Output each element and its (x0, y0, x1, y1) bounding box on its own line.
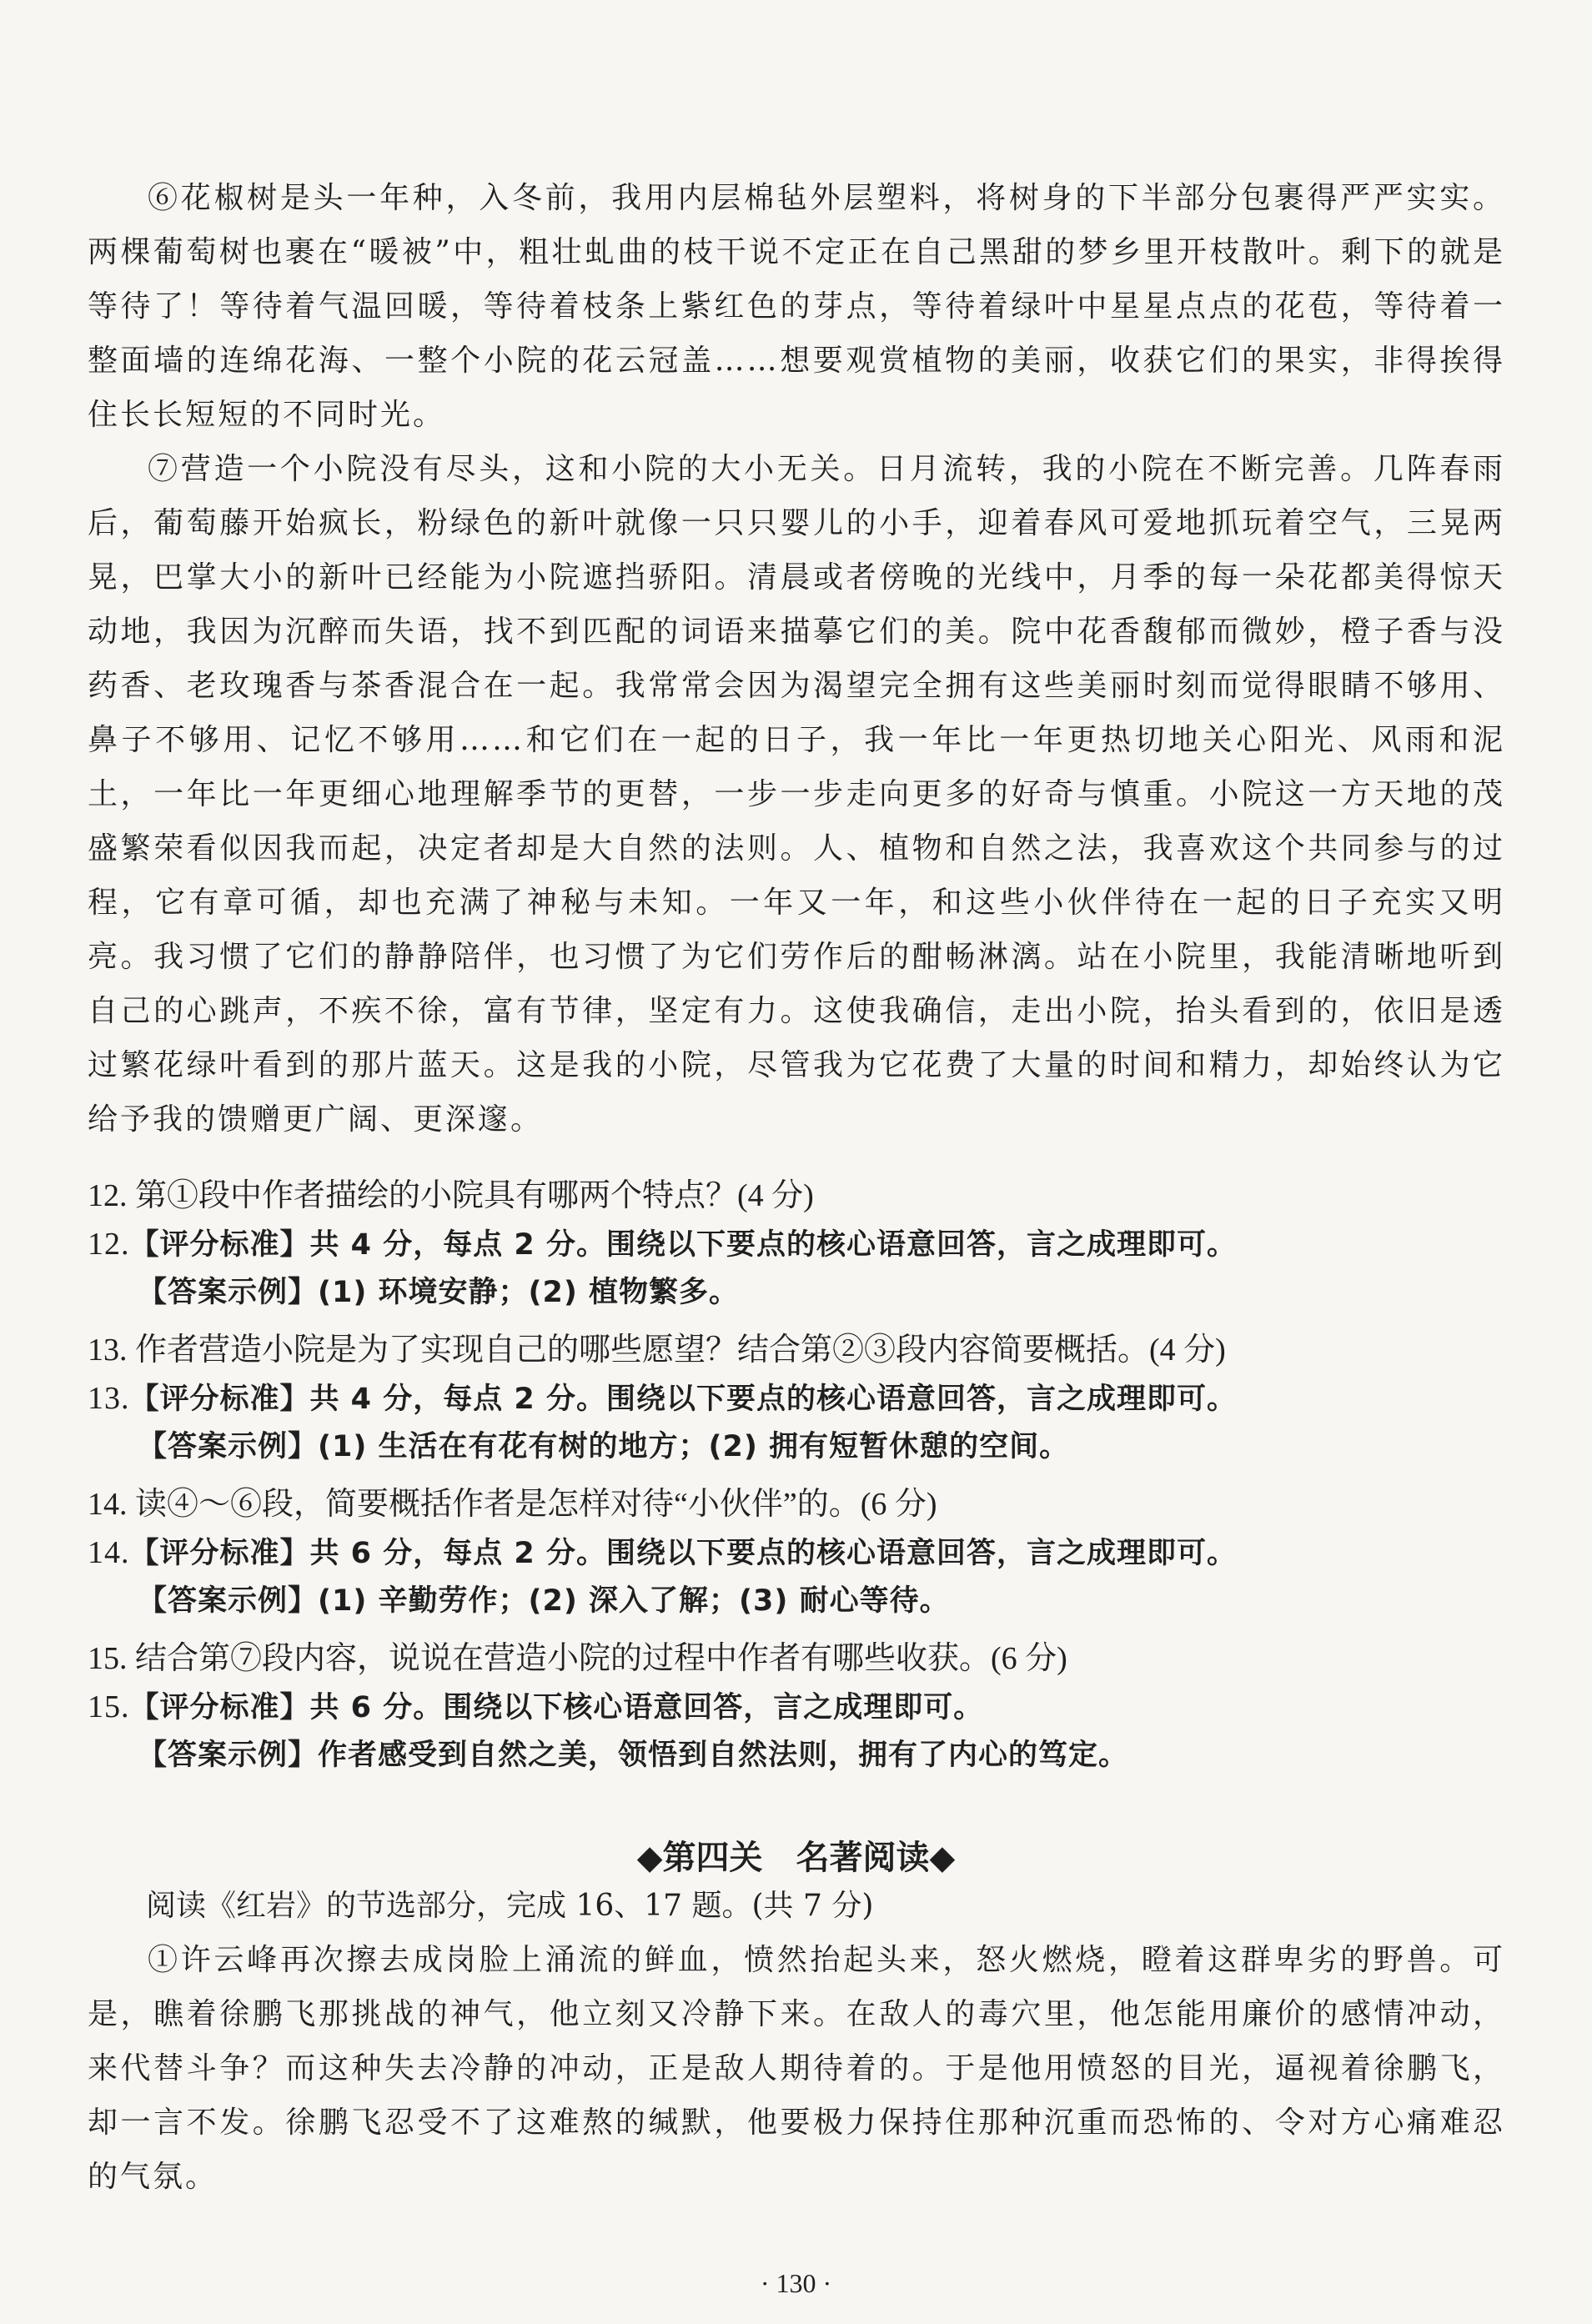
scoring-standard-15 (88, 1683, 983, 1732)
question-13: 13. 作者营造小院是为了实现自己的哪些愿望？结合第②③段内容简要概括。(4 分) (88, 1333, 1226, 1368)
scoring-standard-13 (88, 1374, 1237, 1423)
question-14: 14. 读④～⑥段，简要概括作者是怎样对待“小伙伴”的。(6 分) (88, 1487, 937, 1522)
question-15: 15. 结合第⑦段内容，说说在营造小院的过程中作者有哪些收获。(6 分) (88, 1641, 1067, 1676)
question-12: 12. 第①段中作者描绘的小院具有哪两个特点？(4 分) (88, 1178, 814, 1213)
section-heading-right: 名著阅读 (796, 1839, 930, 1877)
scoring-number-15: 15. (88, 1689, 130, 1724)
scoring-standard-12 (88, 1220, 1237, 1269)
scoring-text-12: 【评分标准】共 4 分，每点 2 分。围绕以下要点的核心语意回答，言之成理即可。 (129, 1228, 1237, 1262)
scoring-standard-14 (88, 1528, 1237, 1578)
scoring-number-14: 14. (88, 1535, 130, 1570)
answer-example-15: 【答案示例】作者感受到自然之美，领悟到自然法则，拥有了内心的笃定。 (138, 1739, 1129, 1772)
scoring-number-13: 13. (88, 1381, 130, 1416)
section-heading (0, 1833, 1592, 1883)
reading-instruction: 阅读《红岩》的节选部分，完成 16、17 题。(共 7 分) (146, 1889, 874, 1923)
page-number: · 130 · (760, 2268, 832, 2298)
section-heading-left: 第四关 (662, 1839, 763, 1877)
reading-paragraph-1: ①许云峰再次擦去成岗脸上涌流的鲜血，愤然抬起头来，怒火燃烧，瞪着这群卑劣的野兽。可是，瞧着徐鹏飞那挑战的神气，他立刻又冷静下来。在敌人的毒穴里，他怎能用廉价的感情冲动，来代替斗争？而这种失去冷静的冲动，正是敌人期待着的。于是他用愤怒的目光，逼视着徐鹏飞，却一言不发。徐鹏飞忍受不了这难熬的缄默，他要极力保持住那种沉重而恐怖的、令对方心痛难忍的气氛。 (88, 1943, 1505, 2194)
scoring-text-14: 【评分标准】共 6 分，每点 2 分。围绕以下要点的核心语意回答，言之成理即可。 (129, 1537, 1237, 1570)
diamond-left-icon: ◆ (636, 1839, 663, 1877)
diamond-right-icon: ◆ (929, 1839, 956, 1877)
scoring-number-12: 12. (88, 1227, 130, 1262)
paragraph-7: ⑦营造一个小院没有尽头，这和小院的大小无关。日月流转，我的小院在不断完善。几阵春雨后，葡萄藤开始疯长，粉绿色的新叶就像一只只婴儿的小手，迎着春风可爱地抓玩着空气，三晃两晃，巴掌大小的新叶已经能为小院遮挡骄阳。清晨或者傍晚的光线中，月季的每一朵花都美得惊天动地，我因为沉醉而失语，找不到匹配的词语来描摹它们的美。院中花香馥郁而微妙，橙子香与没药香、老玫瑰香与茶香混合在一起。我常常会因为渴望完全拥有这些美丽时刻而觉得眼睛不够用、鼻子不够用、记忆不够用……和它们在一起的日子，我一年比一年更热切地关心阳光、风雨和泥土，一年比一年更细心地理解季节的更替，一步一步走向更多的好奇与慎重。小院这一方天地的茂盛繁荣看似因我而起，决定者却是大自然的法则。人、植物和自然之法，我喜欢这个共同参与的过程，它有章可循，却也充满了神秘与未知。一年又一年，和这些小伙伴待在一起的日子充实又明亮。我习惯了它们的静静陪伴，也习惯了为它们劳作后的酣畅淋漓。站在小院里，我能清晰地听到自己的心跳声，不疾不徐，富有节律，坚定有力。这使我确信，走出小院，抬头看到的，依旧是透过繁花绿叶看到的那片蓝天。这是我的小院，尽管我为它花费了大量的时间和精力，却始终认为它给予我的馈赠更广阔、更深邃。 (88, 452, 1505, 1137)
paragraph-6: ⑥花椒树是头一年种，入冬前，我用内层棉毡外层塑料，将树身的下半部分包裹得严严实实。两棵葡萄树也裹在“暖被”中，粗壮虬曲的枝干说不定正在自己黑甜的梦乡里开枝散叶。剩下的就是等待了！等待着气温回暖，等待着枝条上紫红色的芽点，等待着绿叶中星星点点的花苞，等待着一整面墙的连绵花海、一整个小院的花云冠盖……想要观赏植物的美丽，收获它们的果实，非得挨得住长长短短的不同时光。 (88, 181, 1505, 432)
answer-example-13: 【答案示例】(1) 生活在有花有树的地方；(2) 拥有短暂休憩的空间。 (138, 1430, 1070, 1463)
answer-example-14: 【答案示例】(1) 辛勤劳作；(2) 深入了解；(3) 耐心等待。 (138, 1584, 950, 1618)
answer-example-12: 【答案示例】(1) 环境安静；(2) 植物繁多。 (138, 1276, 740, 1309)
scoring-text-13: 【评分标准】共 4 分，每点 2 分。围绕以下要点的核心语意回答，言之成理即可。 (129, 1383, 1237, 1416)
scoring-text-15: 【评分标准】共 6 分。围绕以下核心语意回答，言之成理即可。 (129, 1691, 984, 1724)
